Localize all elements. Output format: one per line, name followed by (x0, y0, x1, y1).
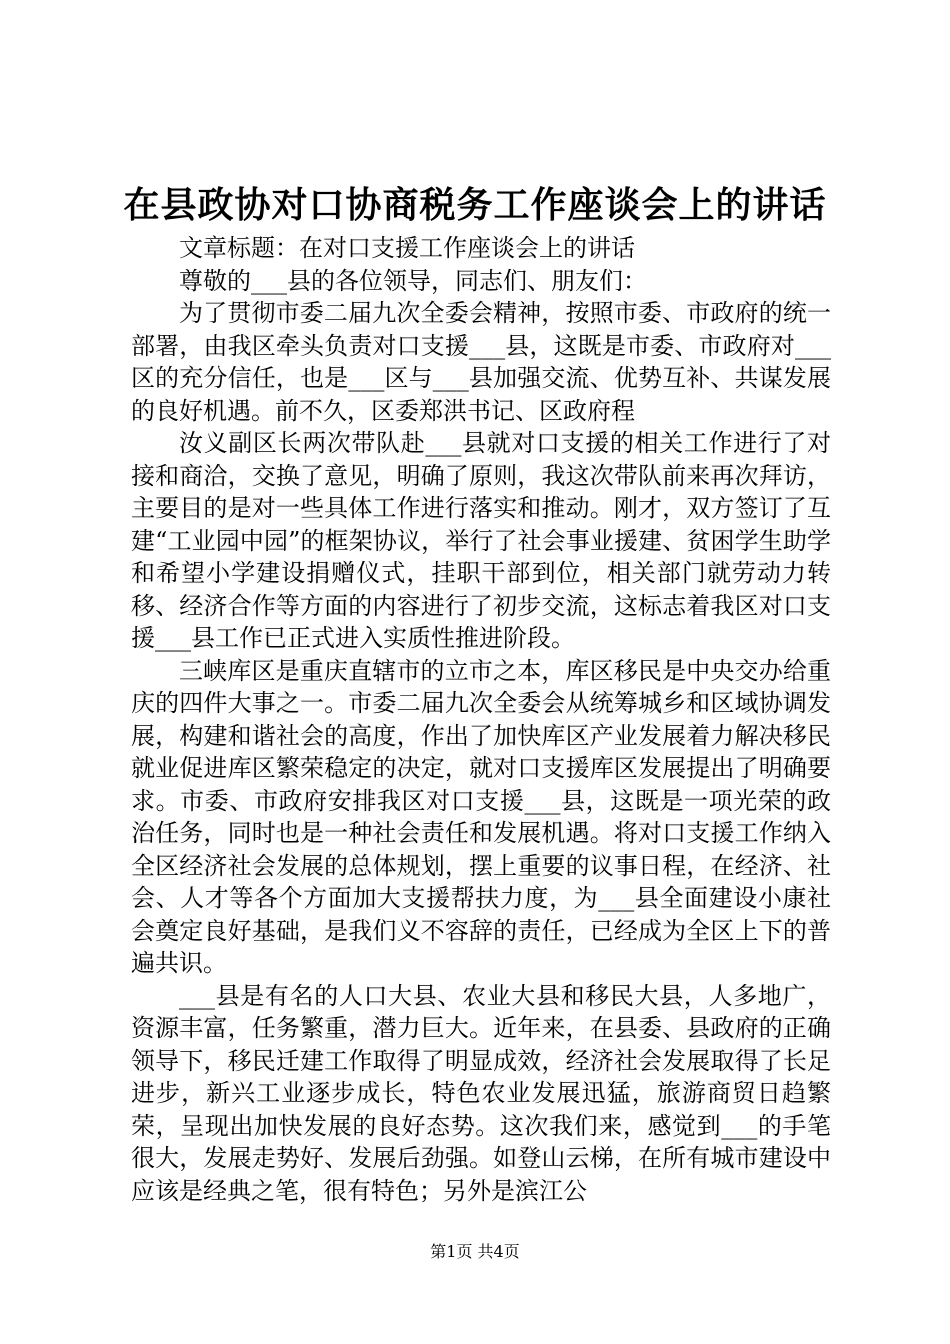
paragraph: 为了贯彻市委二届九次全委会精神，按照市委、市政府的统一部署，由我区牵头负责对口支援___县，这既是市委、市政府对___区的充分信任，也是___区与___县加强交流、优势互补、共谋发展的良好机遇。前不久，区委郑洪书记、区政府程 (131, 299, 831, 425)
salutation: 尊敬的___县的各位领导，同志们、朋友们： (179, 266, 647, 295)
document-body (131, 232, 831, 1207)
paragraph: 汝义副区长两次带队赴___县就对口支援的相关工作进行了对接和商洽，交换了意见，明确了原则，我这次带队前来再次拜访，主要目的是对一些具体工作进行落实和推动。刚才，双方签订了互建“工业园中园”的框架协议，举行了社会事业援建、贫困学生助学和希望小学建设捐赠仪式，挂职干部到位，相关部门就劳动力转移、经济合作等方面的内容进行了初步交流，这标志着我区对口支援___县工作已正式进入实质性推进阶段。 (131, 429, 831, 652)
article-title-line: 文章标题：在对口支援工作座谈会上的讲话 (179, 234, 635, 262)
document-title: 在县政协对口协商税务工作座谈会上的讲话 (123, 184, 827, 226)
paragraph: 三峡库区是重庆直辖市的立市之本，库区移民是中央交办给重庆的四件大事之一。市委二届九次全委会从统筹城乡和区域协调发展，构建和谐社会的高度，作出了加快库区产业发展着力解决移民就业促进库区繁荣稳定的决定，就对口支援库区发展提出了明确要求。市委、市政府安排我区对口支援___县，这既是一项光荣的政治任务，同时也是一种社会责任和发展机遇。将对口支援工作纳入全区经济社会发展的总体规划，摆上重要的议事日程，在经济、社会、人才等各个方面加大支援帮扶力度，为___县全面建设小康社会奠定良好基础，是我们义不容辞的责任，已经成为全区上下的普遍共识。 (131, 656, 831, 977)
paragraph: ___县是有名的人口大县、农业大县和移民大县，人多地广，资源丰富，任务繁重，潜力巨大。近年来，在县委、县政府的正确领导下，移民迁建工作取得了明显成效，经济社会发展取得了长足进步，新兴工业逐步成长，特色农业发展迅猛，旅游商贸日趋繁荣，呈现出加快发展的良好态势。这次我们来，感觉到___的手笔很大，发展走势好、发展后劲强。如登山云梯，在所有城市建设中应该是经典之笔，很有特色；另外是滨江公 (131, 981, 831, 1205)
page-footer: 第1页 共4页 (430, 1242, 520, 1261)
